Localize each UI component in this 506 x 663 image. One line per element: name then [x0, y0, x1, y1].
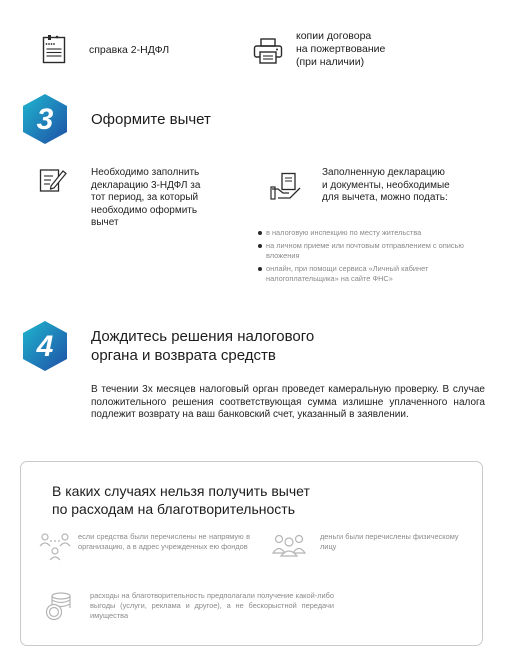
- denial-case-individual: деньги были перечислены физическому лицу: [320, 532, 459, 551]
- step-3-left-line: вычет: [91, 217, 119, 228]
- people-group-icon: [272, 533, 306, 557]
- step-3-right-line: для вычета, можно подать:: [322, 192, 448, 203]
- list-item: на личном приеме или почтовым отправлением с описью вложения: [258, 241, 494, 261]
- printer-icon: [253, 38, 283, 64]
- people-network-icon: [38, 532, 72, 562]
- step-4-number: 4: [36, 330, 54, 363]
- step-4-title-line: Дождитесь решения налогового: [91, 328, 315, 345]
- list-item: в налоговую инспекцию по месту жительства: [258, 228, 494, 238]
- denial-case-benefit: расходы на благотворительность предполагали получение какой-либо выгоды (услуги, реклама и другое), а не бескорыстной передачи имущества: [90, 591, 334, 620]
- list-item: онлайн, при помощи сервиса «Личный кабинет налогоплательщика» на сайте ФНС»: [258, 264, 494, 284]
- document-item-contract: [296, 30, 385, 69]
- edit-document-icon: [39, 167, 67, 193]
- step-3-left-text: [91, 167, 200, 230]
- document-list-icon: [42, 34, 66, 64]
- step-3-right-line: и документы, необходимые: [322, 179, 450, 191]
- document-item-contract-line2: на пожертвование: [296, 43, 386, 55]
- step-4-badge: [21, 320, 69, 377]
- document-item-contract-line3: (при наличии): [296, 56, 365, 68]
- step-3-left-line: необходимо оформить: [91, 204, 198, 216]
- document-item-ndfl: справка 2-НДФЛ: [89, 44, 170, 56]
- step-3-left-line: тот период, за который: [91, 192, 199, 203]
- hand-document-icon: [270, 172, 302, 200]
- step-3-left-line: декларацию 3-НДФЛ за: [91, 179, 201, 191]
- denial-case-foundations: если средства были перечислены не напрямую в организацию, а в адрес учрежденных ею фондов: [78, 532, 250, 551]
- denial-cases-title: [52, 482, 310, 518]
- step-4-title-line: органа и возврата средств: [91, 347, 276, 364]
- step-4-text: В течении 3х месяцев налоговый орган проведет камеральную проверку. В случае положительного решения соответствующая сумма излишне уплаченного налога подлежит возврату на ваш банковский счет, указанный в заявлении.: [91, 384, 485, 420]
- submission-methods-list: [258, 228, 494, 287]
- step-3-left-line: Необходимо заполнить: [91, 167, 200, 178]
- document-item-contract-line1: копии договора: [296, 30, 372, 42]
- step-4-title: [91, 327, 314, 365]
- step-3-title: Оформите вычет: [91, 111, 211, 128]
- denial-cases-title-line: В каких случаях нельзя получить вычет: [52, 483, 310, 499]
- denial-cases-title-line: по расходам на благотворительность: [52, 501, 295, 517]
- step-3-badge: [21, 93, 69, 150]
- step-3-right-line: Заполненную декларацию: [322, 167, 445, 178]
- step-3-right-text: [322, 167, 450, 205]
- step-3-number: 3: [36, 103, 54, 136]
- coins-stack-icon: [44, 591, 74, 621]
